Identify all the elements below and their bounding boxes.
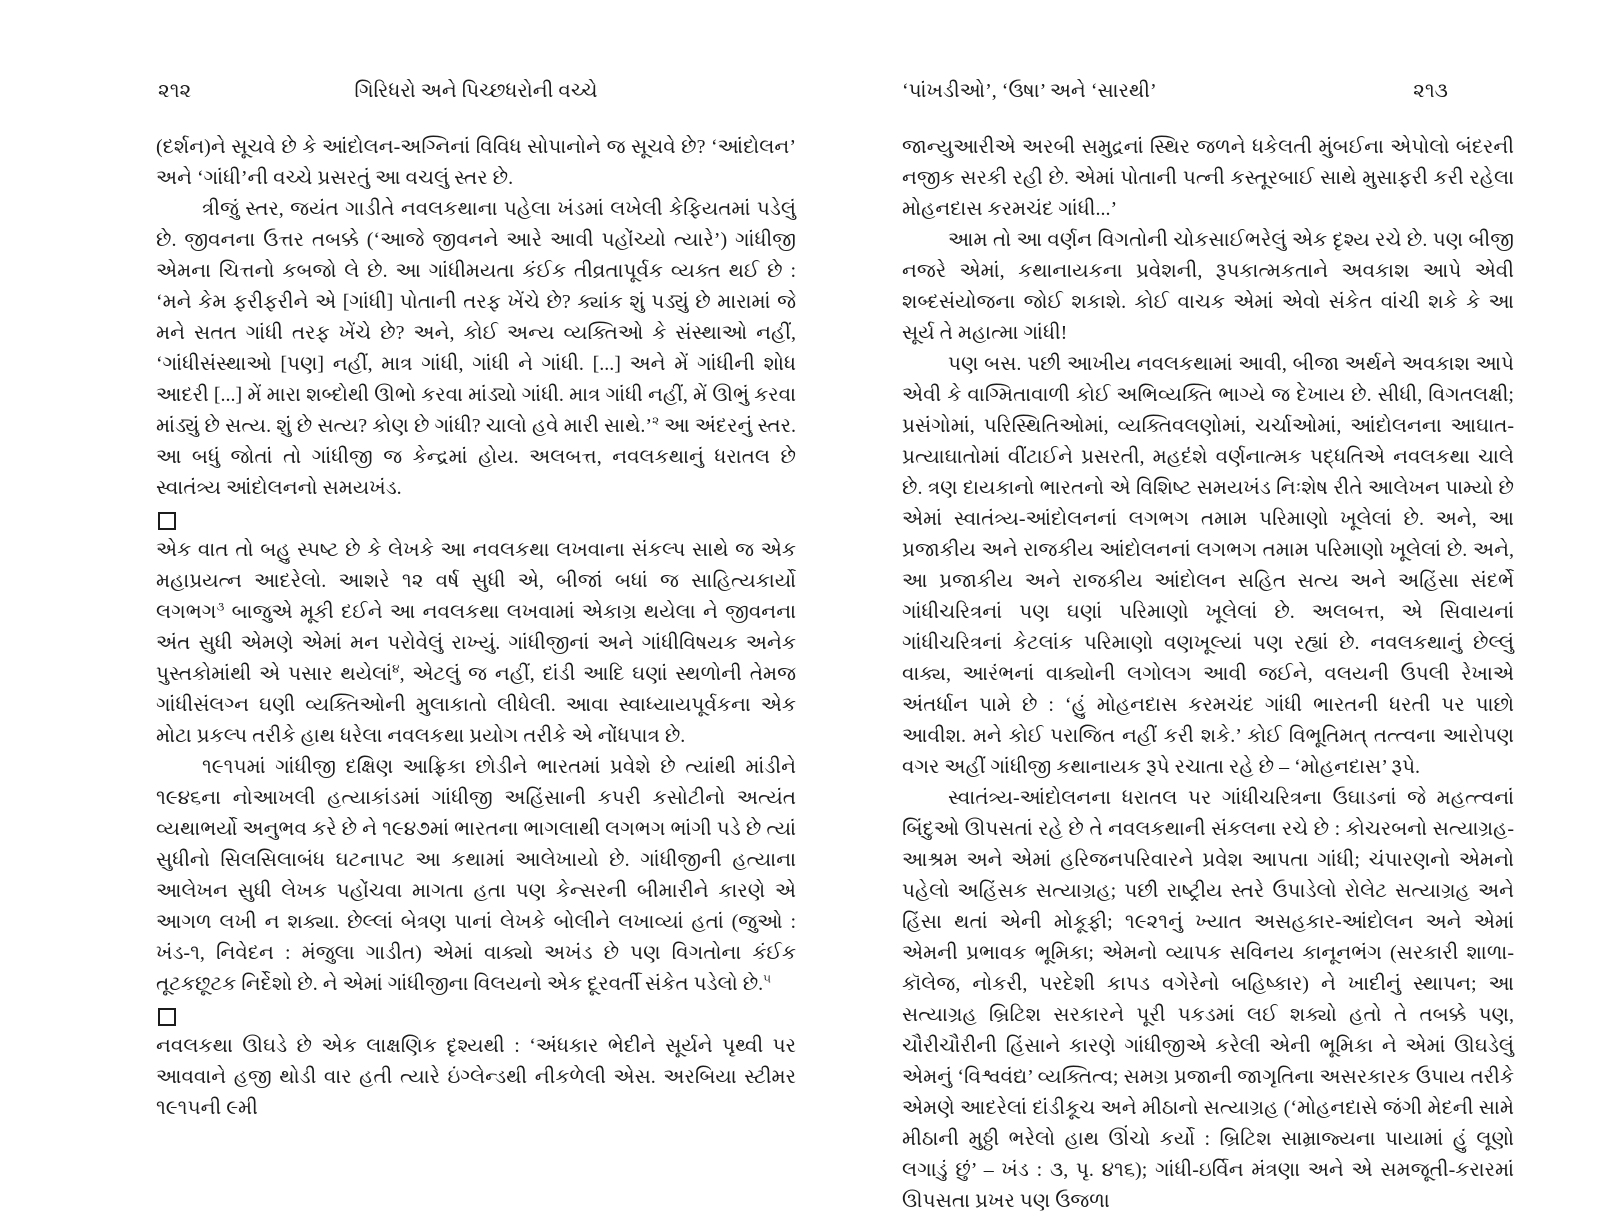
right-running-title: ‘પાંખડીઓ’, ‘ઉષા’ અને ‘સારથી’ (902, 80, 1157, 102)
footnote-ref: ૫ (763, 971, 772, 986)
hollow-square-icon (158, 512, 176, 530)
left-page (156, 76, 796, 1124)
paragraph (902, 783, 1514, 1217)
text-run: એક વાત તો બહુ સ્પષ્ટ છે કે લેખકે આ નવલકથા લખવાના સંકલ્પ સાથે જ એક મહાપ્રયત્ન આદરેલો. આશરે ૧૨ વર્ષ સુધી એ, બીજાં બધાં જ સાહિત્યકાર્યો લગભગ (156, 539, 796, 623)
text-run: જાન્યુઆરીએ અરબી સમુદ્રનાં સ્થિર જળને ધકેલતી મુંબઈના એપોલો બંદરની નજીક સરકી રહી છે. એમાં પોતાની પત્ની કસ્તૂરબાઈ સાથે મુસાફરી કરી રહેલા મોહનદાસ કરમચંદ ગાંધી...’ (902, 136, 1514, 220)
text-run: બાજુએ મૂકી દઈને આ નવલકથા લખવામાં એકાગ્ર થયેલા ને જીવનના અંત સુધી એમણે એમાં મન પરોવેલું રાખ્યું. ગાંધીજીનાં અને ગાંધીવિષયક અનેક પુસ્તકોમાંથી એ પસાર થયેલાં (156, 601, 796, 685)
right-page-text (902, 132, 1514, 1217)
left-page-number: ૨૧૨ (158, 80, 192, 102)
paragraph (156, 1031, 796, 1124)
paragraph (902, 225, 1514, 349)
paragraph (902, 349, 1514, 783)
footnote-ref: ૨ (652, 413, 660, 428)
right-page (902, 76, 1514, 1217)
footnote-ref: ૩ (216, 599, 225, 614)
paragraph (156, 194, 796, 504)
text-run: આ અંદરનું સ્તર. આ બધું જોતાં તો ગાંધીજી જ કેન્દ્રમાં હોય. અલબત્ત, નવલકથાનું ધરાતલ છે સ્વાતંત્ર્ય આંદોલનનો સમયખંડ. (156, 415, 796, 499)
paragraph (156, 752, 796, 1000)
text-run: ૧૯૧૫માં ગાંધીજી દક્ષિણ આફ્રિકા છોડીને ભારતમાં પ્રવેશે છે ત્યાંથી માંડીને ૧૯૪૬ના નોઆખલી હત્યાકાંડમાં ગાંધીજી અહિંસાની કપરી કસોટીનો અત્યંત વ્યથાભર્યો અનુભવ કરે છે ને ૧૯૪૭માં ભારતના ભાગલાથી લગભગ ભાંગી પડે છે ત્યાં સુધીનો સિલસિલાબંધ ઘટનાપટ આ કથામાં આલેખાયો છે. ગાંધીજીની હત્યાના આલેખન સુધી લેખક પહોંચવા માગતા હતા પણ કેન્સરની બીમારીને કારણે એ આગળ લખી ન શક્યા. છેલ્લાં બેત્રણ પાનાં લેખકે બોલીને લખાવ્યાં હતાં (જુઓ : ખંડ-૧, નિવેદન : મંજુલા ગાડીત) એમાં વાક્યો અખંડ છે પણ વિગતોના કંઈક તૂટકછૂટક નિર્દેશો છે. ને એમાં ગાંધીજીના વિલયનો એક દૂરવર્તી સંકેત પડેલો છે. (156, 756, 796, 995)
section-break (158, 1005, 796, 1027)
paragraph (156, 132, 796, 194)
right-page-number: ૨૧૩ (1413, 80, 1448, 102)
text-run: નવલકથા ઊઘડે છે એક લાક્ષણિક દૃશ્યથી : ‘અંધકાર ભેદીને સૂર્યને પૃથ્વી પર આવવાને હજી થોડી વાર હતી ત્યારે ઇંગ્લેન્ડથી નીકળેલી એસ. અરબિયા સ્ટીમર ૧૯૧૫ની ૯મી (156, 1035, 796, 1119)
text-run: આમ તો આ વર્ણન વિગતોની ચોકસાઈભરેલું એક દૃશ્ય રચે છે. પણ બીજી નજરે એમાં, કથાનાયકના પ્રવેશની, રૂપકાત્મકતાને અવકાશ આપે એવી શબ્દસંયોજના જોઈ શકાશે. કોઈ વાચક એમાં એવો સંકેત વાંચી શકે કે આ સૂર્ય તે મહાત્મા ગાંધી! (902, 229, 1514, 344)
right-running-head (902, 76, 1514, 108)
left-running-title: ગિરિધરો અને પિચ્છધરોની વચ્ચે (354, 80, 598, 102)
left-page-text (156, 132, 796, 1124)
text-run: ત્રીજું સ્તર, જયંત ગાડીતે નવલકથાના પહેલા ખંડમાં લખેલી કેફિયતમાં પડેલું છે. જીવનના ઉત્તર તબક્કે (‘આજે જીવનને આરે આવી પહોંચ્યો ત્યારે’) ગાંધીજી એમના ચિત્તનો કબજો લે છે. આ ગાંધીમયતા કંઈક તીવ્રતાપૂર્વક વ્યક્ત થઈ છે : ‘મને કેમ ફરીફરીને એ [ગાંધી] પોતાની તરફ ખેંચે છે? ક્યાંક શું પડ્યું છે મારામાં જે મને સતત ગાંધી તરફ ખેંચે છે? અને, કોઈ અન્ય વ્યક્તિઓ કે સંસ્થાઓ નહીં, ‘ગાંધીસંસ્થાઓ [પણ] નહીં, માત્ર ગાંધી, ગાંધી ને ગાંધી. [...] અને મેં ગાંધીની શોધ આદરી [...] મેં મારા શબ્દોથી ઊભો કરવા માંડ્યો ગાંધી. માત્ર ગાંધી નહીં, મેં ઊભું કરવા માંડ્યું છે સત્ય. શું છે સત્ય? કોણ છે ગાંધી? ચાલો હવે મારી સાથે.’ (156, 198, 796, 437)
paragraph (156, 535, 796, 752)
text-run: સ્વાતંત્ર્ય-આંદોલનના ધરાતલ પર ગાંધીચરિત્રના ઉઘાડનાં જે મહત્ત્વનાં બિંદુઓ ઊપસતાં રહે છે તે નવલકથાની સંકલના રચે છે : કોચરબનો સત્યાગ્રહ-આશ્રમ અને એમાં હરિજનપરિવારને પ્રવેશ આપતા ગાંધી; ચંપારણનો એમનો પહેલો અહિંસક સત્યાગ્રહ; પછી રાષ્ટ્રીય સ્તરે ઉપાડેલો રોલેટ સત્યાગ્રહ અને હિંસા થતાં એની મોકૂફી; ૧૯૨૧નું ખ્યાત અસહકાર-આંદોલન અને એમાં એમની પ્રભાવક ભૂમિકા; એમનો વ્યાપક સવિનય કાનૂનભંગ (સરકારી શાળા-કૉલેજ, નોકરી, પરદેશી કાપડ વગેરેનો બહિષ્કાર) ને ખાદીનું સ્થાપન; આ સત્યાગ્રહ બ્રિટિશ સરકારને પૂરી પકડમાં લઈ શક્યો હતો તે તબક્કે પણ, ચૌરીચૌરીની હિંસાને કારણે ગાંધીજીએ કરેલી એની ભૂમિકા ને એમાં ઊઘડેલું એમનું ‘વિશ્વવંદ્ય’ વ્યક્તિત્વ; સમગ્ર પ્રજાની જાગૃતિના અસરકારક ઉપાય તરીકે એમણે આદરેલાં દાંડીકૂચ અને મીઠાનો સત્યાગ્રહ (‘મોહનદાસે જંગી મેદની સામે મીઠાની મુઠ્ઠી ભરેલો હાથ ઊંચો કર્યો : બ્રિટિશ સામ્રાજ્યના પાયામાં હું લૂણો લગાડું છું’ – ખંડ : ૩, પૃ. ૪૧૬); ગાંધી-ઇર્વિન મંત્રણા અને એ સમજૂતી-કરારમાં ઊપસતા પ્રખર પણ ઉજળા (902, 787, 1514, 1212)
hollow-square-icon (158, 1008, 176, 1026)
text-run: , એટલું જ નહીં, દાંડી આદિ ઘણાં સ્થળોની તેમજ ગાંધીસંલગ્ન ઘણી વ્યક્તિઓની મુલાકાતો લીધેલી. આવા સ્વાધ્યાયપૂર્વકના એક મોટા પ્રકલ્પ તરીકે હાથ ધરેલા નવલકથા પ્રયોગ તરીકે એ નોંધપાત્ર છે. (156, 663, 796, 747)
text-run: પણ બસ. પછી આખીય નવલકથામાં આવી, બીજા અર્થને અવકાશ આપે એવી કે વાગ્મિતાવાળી કોઈ અભિવ્યક્તિ ભાગ્યે જ દેખાય છે. સીધી, વિગતલક્ષી; પ્રસંગોમાં, પરિસ્થિતિઓમાં, વ્યક્તિવલણોમાં, ચર્ચાઓમાં, આંદોલનના આઘાત-પ્રત્યાઘાતોમાં વીંટાઈને પ્રસરતી, મહદંશે વર્ણનાત્મક પદ્ધતિએ નવલકથા ચાલે છે. ત્રણ દાયકાનો ભારતનો એ વિશિષ્ટ સમયખંડ નિઃશેષ રીતે આલેખન પામ્યો છે એમાં સ્વાતંત્ર્ય-આંદોલનનાં લગભગ તમામ પરિમાણો ખૂલેલાં છે. અને, આ પ્રજાકીય અને રાજકીય આંદોલનનાં લગભગ તમામ પરિમાણો ખૂલેલાં છે. અને, આ પ્રજાકીય અને રાજકીય આંદોલન સહિત સત્ય અને અહિંસા સંદર્ભે ગાંધીચરિત્રનાં પણ ઘણાં પરિમાણો ખૂલેલાં છે. અલબત્ત, એ સિવાયનાં ગાંધીચરિત્રનાં કેટલાંક પરિમાણો વણખૂલ્યાં પણ રહ્યાં છે. નવલકથાનું છેલ્લું વાક્ય, આરંભનાં વાક્યોની લગોલગ આવી જઈને, વલયની ઉપલી રેખાએ અંતર્ધાન પામે છે : ‘હું મોહનદાસ કરમચંદ ગાંધી ભારતની ધરતી પર પાછો આવીશ. મને કોઈ પરાજિત નહીં કરી શકે.’ કોઈ વિભૂતિમત્ તત્ત્વના આરોપણ વગર અહીં ગાંધીજી કથાનાયક રૂપે રચાતા રહે છે – ‘મોહનદાસ’ રૂપે. (902, 353, 1514, 778)
text-run: (દર્શન)ને સૂચવે છે કે આંદોલન-અગ્નિનાં વિવિધ સોપાનોને જ સૂચવે છે? ‘આંદોલન’ અને ‘ગાંધી’ની વચ્ચે પ્રસરતું આ વચલું સ્તર છે. (156, 136, 796, 189)
footnote-ref: ૪ (392, 661, 400, 676)
left-running-head (156, 76, 796, 108)
paragraph (902, 132, 1514, 225)
section-break (158, 509, 796, 531)
